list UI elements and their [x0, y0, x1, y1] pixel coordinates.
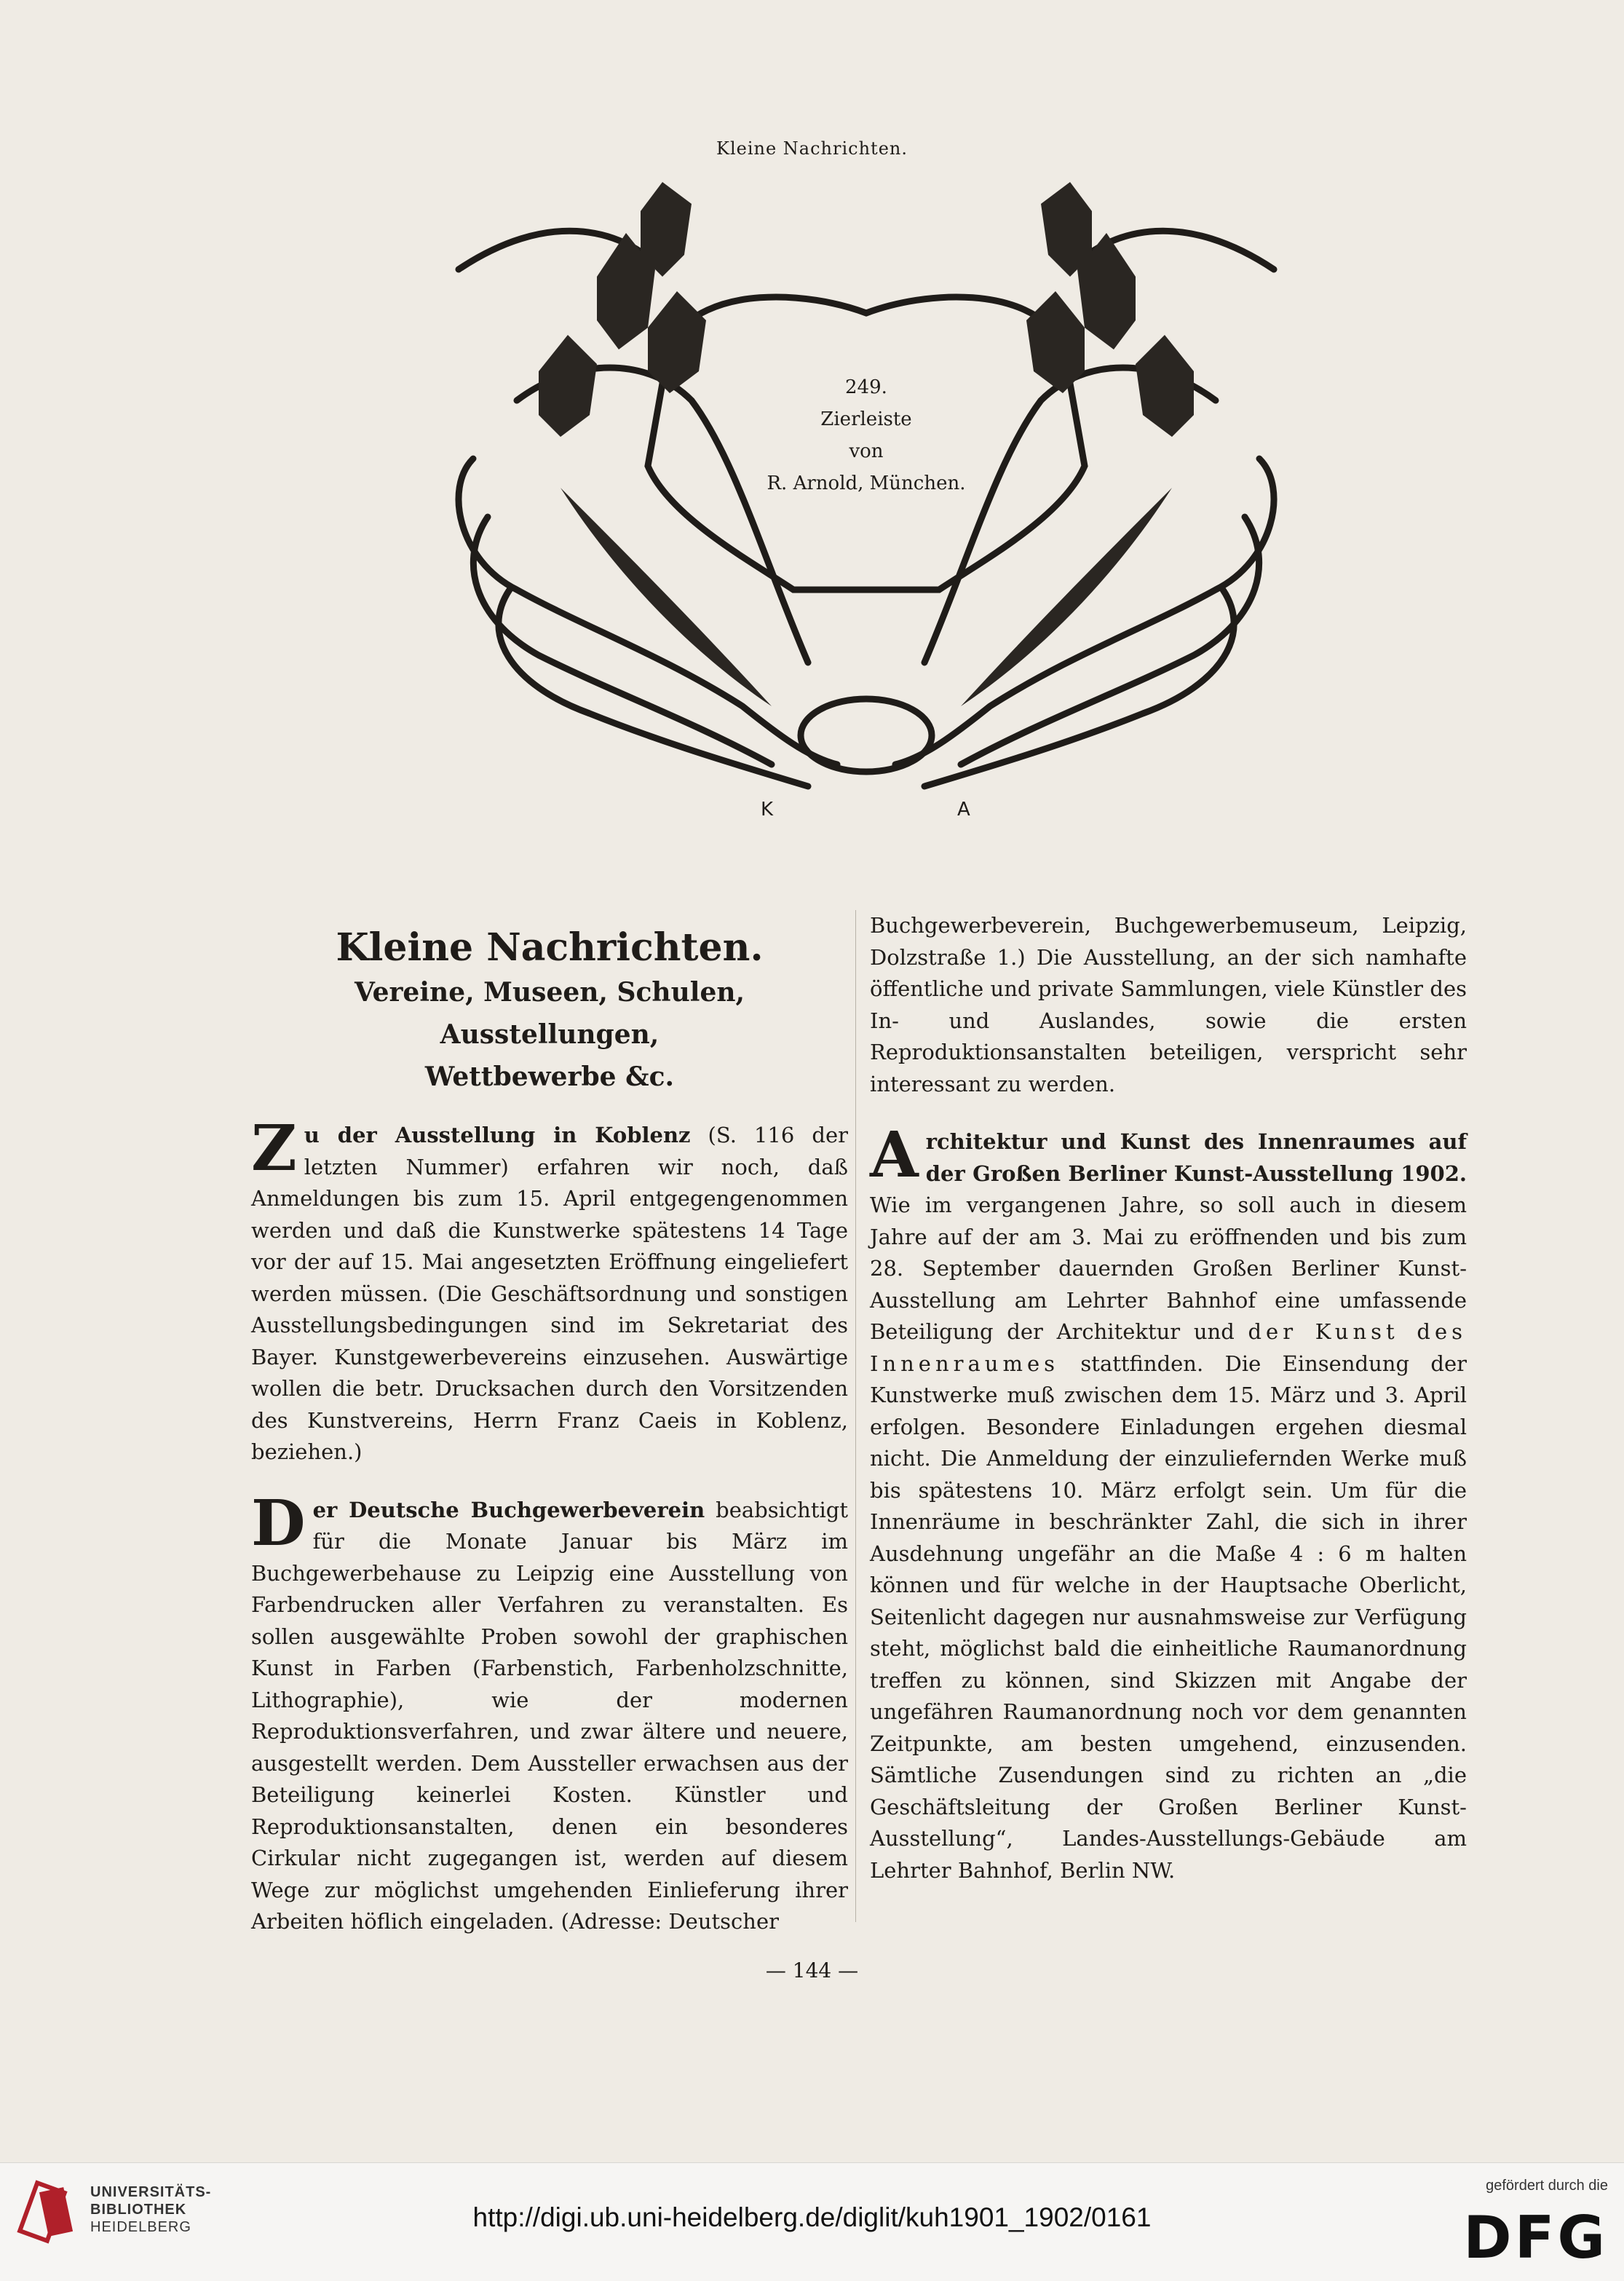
funding-note: gefördert durch die [1486, 2178, 1608, 2194]
paragraph-lead: u der Ausstellung in Koblenz [304, 1123, 691, 1147]
ornament-bud-left [539, 335, 597, 437]
figure-caption-line1: Zierleiste [820, 408, 912, 430]
ornament-oval [801, 699, 932, 772]
library-name-line2: BIBLIOTHEK [90, 2202, 187, 2218]
column-divider [855, 910, 856, 1922]
ornament-band-right [895, 459, 1274, 764]
drop-cap: Z [251, 1112, 297, 1185]
figure-caption-line3: R. Arnold, München. [767, 473, 966, 494]
article-title: Kleine Nachrichten. [336, 925, 764, 970]
monogram-right: A [957, 799, 970, 821]
paragraph-lead: er Deutsche Buchgewerbeverein [312, 1497, 705, 1522]
library-name-line1: UNIVERSITÄTS- [90, 2184, 212, 2200]
paragraph-koblenz [251, 1112, 848, 1468]
article-subtitle-2: Wettbewerbe &c. [424, 1062, 675, 1092]
ornament-bud-right [1136, 335, 1194, 437]
right-column [870, 910, 1467, 1913]
paragraph-body: (S. 116 der letzten Nummer) erfahren wir noch, daß Anmeldungen bis zum 15. April entgegengenommen werden und daß die Kunstwerke spätestens 14 Tage vor der auf 15. Mai angesetzten Eröffnung eingeliefert werden müssen. (Die Geschäftsordnung und sonstigen Ausstellungsbedingungen sind im Sekretariat des Bayer. Kunstgewerbevereins einzusehen. Auswärtige wollen die betr. Drucksachen durch den Vorsitzenden des Kunstvereins, Herrn Franz Caeis in Koblenz, beziehen.) [251, 1123, 848, 1464]
paragraph-body-a: Wie im vergangenen Jahre, so soll auch in diesem Jahre auf der am 3. Mai zu eröffnenden und bis zum 28. September dauernden Großen Berliner Kunst-Ausstellung am Lehrter Bahnhof eine umfassende Beteiligung der Architektur und [870, 1193, 1467, 1344]
paragraph-body: beabsichtigt für die Monate Januar bis März im Buchgewerbehause zu Leipzig eine Ausstellung von Farbendrucken aller Verfahren zu veranstalten. Es sollen ausgewählte Proben sowohl der graphischen Kunst in Farben (Farbenstich, Farbenholzschnitte, Lithographie), wie der modernen Reproduktionsverfahren, und zwar ältere und neuere, ausgestellt werden. Dem Aussteller erwachsen aus der Beteiligung keinerlei Kosten. Künstler und Reproduktionsanstalten, denen ein besonderes Cirkular nicht zugegangen ist, werden auf diesem Wege zur möglichst umgehenden Einlieferung ihrer Arbeiten höflich eingeladen. (Adresse: Deutscher [251, 1497, 848, 1934]
paragraph-body-b: stattfinden. Die Einsendung der Kunstwerke muß zwischen dem 15. März und 3. April erfolgen. Besondere Einladungen ergehen diesmal nicht. Die Anmeldung der einzuliefernden Werke muß bis spätestens 10. März erfolgt sein. Um für die Innenräume in beschränkter Zahl, die sich in ihrer Ausdehnung ungefähr an die Maße 4 : 6 m halten können und für welche in der Hauptsache Oberlicht, Seitenlicht dagegen nur ausnahmsweise zur Verfügung steht, möglichst bald die einheitliche Raumanordnung treffen zu können, sind Skizzen mit Angabe der ungefähren Raumanordnung noch vor dem genannten Zeitpunkte, am besten umgehend, einzusenden. Sämtliche Zusendungen sind zu richten an „die Geschäftsleitung der Großen Berliner Kunst-Ausstellung“, Landes-Ausstellungs-Gebäude am Lehrter Bahnhof, Berlin NW. [870, 1351, 1467, 1883]
page-number: — 144 — [765, 1958, 859, 1982]
monogram-left: K [761, 799, 774, 821]
figure-caption [728, 371, 1005, 499]
viewer-footer [0, 2162, 1624, 2281]
library-name-line3: HEIDELBERG [90, 2219, 191, 2235]
figure-caption-line2: von [849, 440, 884, 462]
paragraph-lead: rchitektur und Kunst des Innenraumes auf der Großen Berliner Kunst-Ausstellung 1902. [925, 1129, 1467, 1186]
paragraph-buchgewerbeverein [251, 1486, 848, 1938]
ornament-band-left [459, 459, 837, 764]
drop-cap: D [251, 1486, 306, 1560]
article-subtitle-1: Vereine, Museen, Schulen, Ausstellungen, [354, 977, 745, 1050]
left-column [251, 910, 848, 1964]
figure-number: 249. [845, 376, 887, 398]
paragraph-buchgewerbeverein-cont: Buchgewerbeverein, Buchgewerbemuseum, Leipzig, Dolzstraße 1.) Die Ausstellung, an der sich namhafte öffentliche und private Sammlungen, viele Künstler des In- und Auslandes, sowie die ersten Reproduktionsanstalten beteiligen, verspricht sehr interessant zu werden. [870, 913, 1467, 1096]
dfg-logo: DFG [1463, 2204, 1608, 2272]
drop-cap: A [870, 1118, 919, 1192]
spaced-phrase: der Kunst des Innenraumes [870, 1319, 1467, 1376]
ornament-illustration [429, 182, 1303, 823]
permalink-url[interactable]: http://digi.ub.uni-heidelberg.de/diglit/kuh1901_1902/0161 [472, 2202, 1152, 2232]
paragraph-berliner-ausstellung [870, 1118, 1467, 1886]
running-head: Kleine Nachrichten. [716, 138, 908, 159]
